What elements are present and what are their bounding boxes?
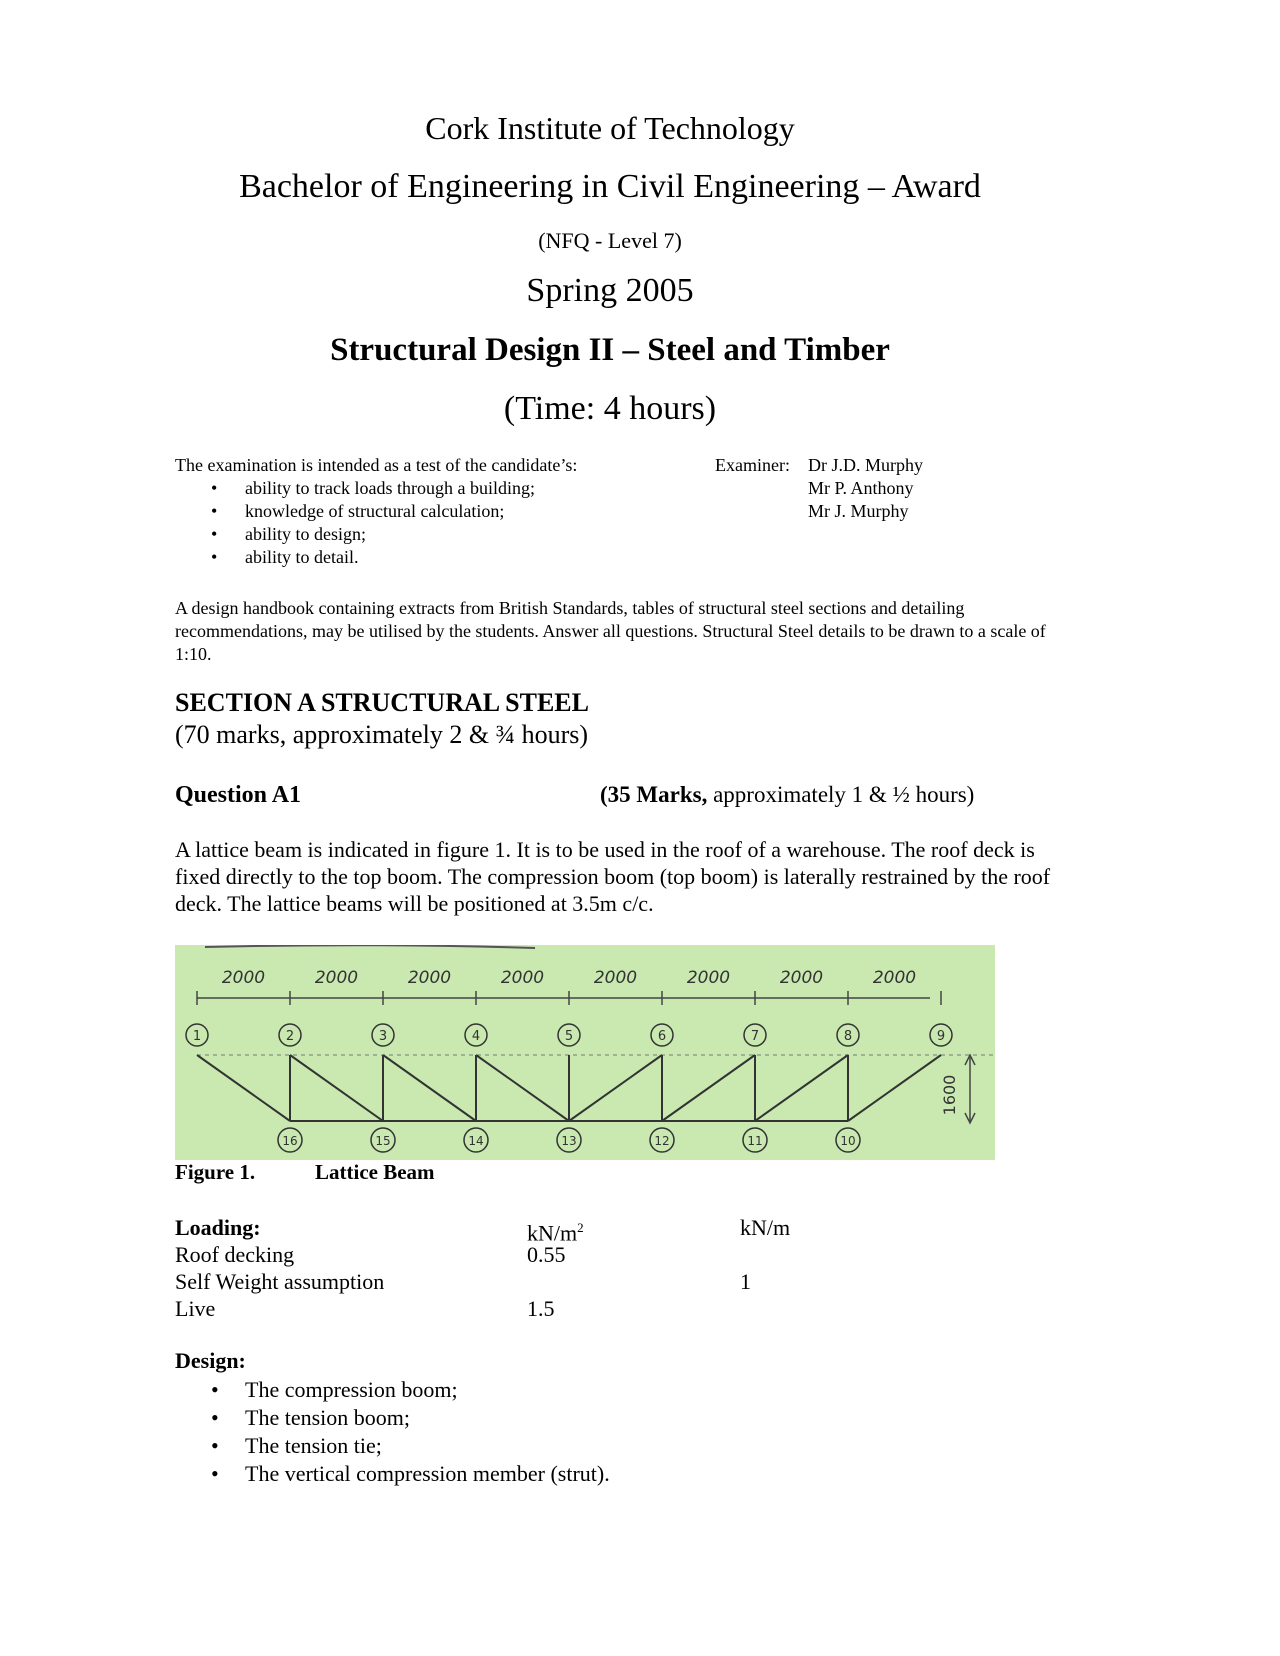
- spacing-label: 2000: [314, 968, 359, 988]
- exam-time: (Time: 4 hours): [503, 390, 717, 427]
- spacing-label: 2000: [872, 968, 917, 988]
- loading-row-area: 0.55: [527, 1242, 566, 1267]
- node-label: 12: [654, 1134, 670, 1148]
- intro-block: [175, 454, 695, 569]
- examiner-names: [808, 454, 923, 523]
- node-label: 11: [747, 1134, 763, 1148]
- loading-row-label: Live: [175, 1296, 216, 1321]
- design-item: • The compression boom;: [175, 1376, 610, 1404]
- session: Spring 2005: [526, 272, 694, 309]
- spacing-label: 2000: [779, 968, 824, 988]
- question-marks-bold: (35 Marks,: [600, 782, 708, 807]
- unit-area: kN/m: [527, 1220, 578, 1246]
- node-label: 4: [471, 1029, 481, 1044]
- unit-area-sup: 2: [577, 1220, 584, 1235]
- node-label: 1: [192, 1029, 202, 1044]
- node-label: 2: [285, 1029, 295, 1044]
- section-title: SECTION A STRUCTURAL STEEL: [175, 688, 589, 717]
- node-label: 5: [564, 1029, 574, 1044]
- module-title: Structural Design II – Steel and Timber: [330, 332, 890, 368]
- diagonal-tie: [290, 1055, 383, 1121]
- examiner-label: Examiner:: [715, 455, 790, 475]
- node-label: 13: [561, 1134, 577, 1148]
- programme: Bachelor of Engineering in Civil Engineering – Award: [239, 168, 981, 205]
- loading-row-label: Self Weight assumption: [175, 1269, 385, 1294]
- lattice-beam-figure: [175, 945, 995, 1160]
- end-diagonal: [848, 1055, 941, 1121]
- loading-unit-line: kN/m: [740, 1215, 791, 1240]
- truss-members: [197, 1055, 941, 1121]
- examiner-name: Mr P. Anthony: [808, 478, 914, 498]
- node-label: 3: [378, 1029, 388, 1044]
- intro-item: • ability to track loads through a building;: [175, 477, 695, 500]
- question-marks-rest: approximately 1 & ½ hours): [707, 782, 975, 807]
- end-diagonal: [197, 1055, 290, 1121]
- section-subtitle: (70 marks, approximately 2 & ¾ hours): [175, 720, 589, 749]
- design-item: • The tension boom;: [175, 1404, 610, 1432]
- intro-item: • ability to design;: [175, 523, 695, 546]
- node-label: 16: [282, 1134, 298, 1148]
- bottom-nodes: [278, 1128, 860, 1152]
- examiner-name: Dr J.D. Murphy: [808, 455, 923, 475]
- intro-item: • ability to detail.: [175, 546, 695, 569]
- figure-caption: [175, 1160, 435, 1185]
- spacing-labels: [222, 968, 916, 988]
- depth-label: 1600: [940, 1074, 959, 1116]
- diagonal-tie: [662, 1055, 755, 1121]
- node-label: 8: [843, 1029, 853, 1044]
- institution: Cork Institute of Technology: [425, 110, 795, 146]
- node-label: 6: [657, 1029, 667, 1044]
- nfq-level: (NFQ - Level 7): [538, 228, 682, 253]
- node-label: 7: [750, 1029, 760, 1044]
- smudge-line: [205, 945, 535, 948]
- lattice-beam-drawing: [175, 945, 995, 1160]
- diagonal-tie: [383, 1055, 476, 1121]
- design-list: [175, 1376, 610, 1488]
- node-label: 10: [840, 1134, 856, 1148]
- question-marks: [600, 782, 974, 808]
- question-text: A lattice beam is indicated in figure 1. It is to be used in the roof of a warehouse. The roof deck is fixed directly to the top boom. The compression boom (top boom) is laterally restrained by the roof deck. The lattice beams will be positioned at 3.5m c/c.: [175, 837, 1051, 916]
- design-item: • The tension tie;: [175, 1432, 610, 1460]
- diagonal-tie: [569, 1055, 662, 1121]
- spacing-label: 2000: [221, 968, 266, 988]
- loading-row-label: Roof decking: [175, 1242, 295, 1267]
- node-label: 15: [375, 1134, 391, 1148]
- top-nodes: [186, 1024, 952, 1046]
- diagonal-tie: [755, 1055, 848, 1121]
- handbook-note: A design handbook containing extracts from British Standards, tables of structural steel sections and detailing recommendations, may be utilised by the students. Answer all questions. Structural Steel details to be drawn to a scale of 1:10.: [175, 598, 1046, 664]
- diagonal-tie: [476, 1055, 569, 1121]
- loading-title: Loading:: [175, 1215, 261, 1240]
- design-item: • The vertical compression member (strut).: [175, 1460, 610, 1488]
- loading-row-line: 1: [740, 1269, 751, 1294]
- node-label: 9: [936, 1029, 946, 1044]
- node-label: 14: [468, 1134, 484, 1148]
- figure-number: Figure 1.: [175, 1160, 256, 1184]
- figure-title: Lattice Beam: [315, 1160, 435, 1184]
- loading-row-area: 1.5: [527, 1296, 555, 1321]
- intro-list: [175, 477, 695, 569]
- spacing-label: 2000: [500, 968, 545, 988]
- design-title: Design:: [175, 1348, 246, 1373]
- spacing-label: 2000: [686, 968, 731, 988]
- spacing-label: 2000: [593, 968, 638, 988]
- examiner-name: Mr J. Murphy: [808, 501, 909, 521]
- intro-item: • knowledge of structural calculation;: [175, 500, 695, 523]
- spacing-label: 2000: [407, 968, 452, 988]
- question-title: Question A1: [175, 782, 302, 808]
- intro-lead: The examination is intended as a test of the candidate’s:: [175, 455, 578, 475]
